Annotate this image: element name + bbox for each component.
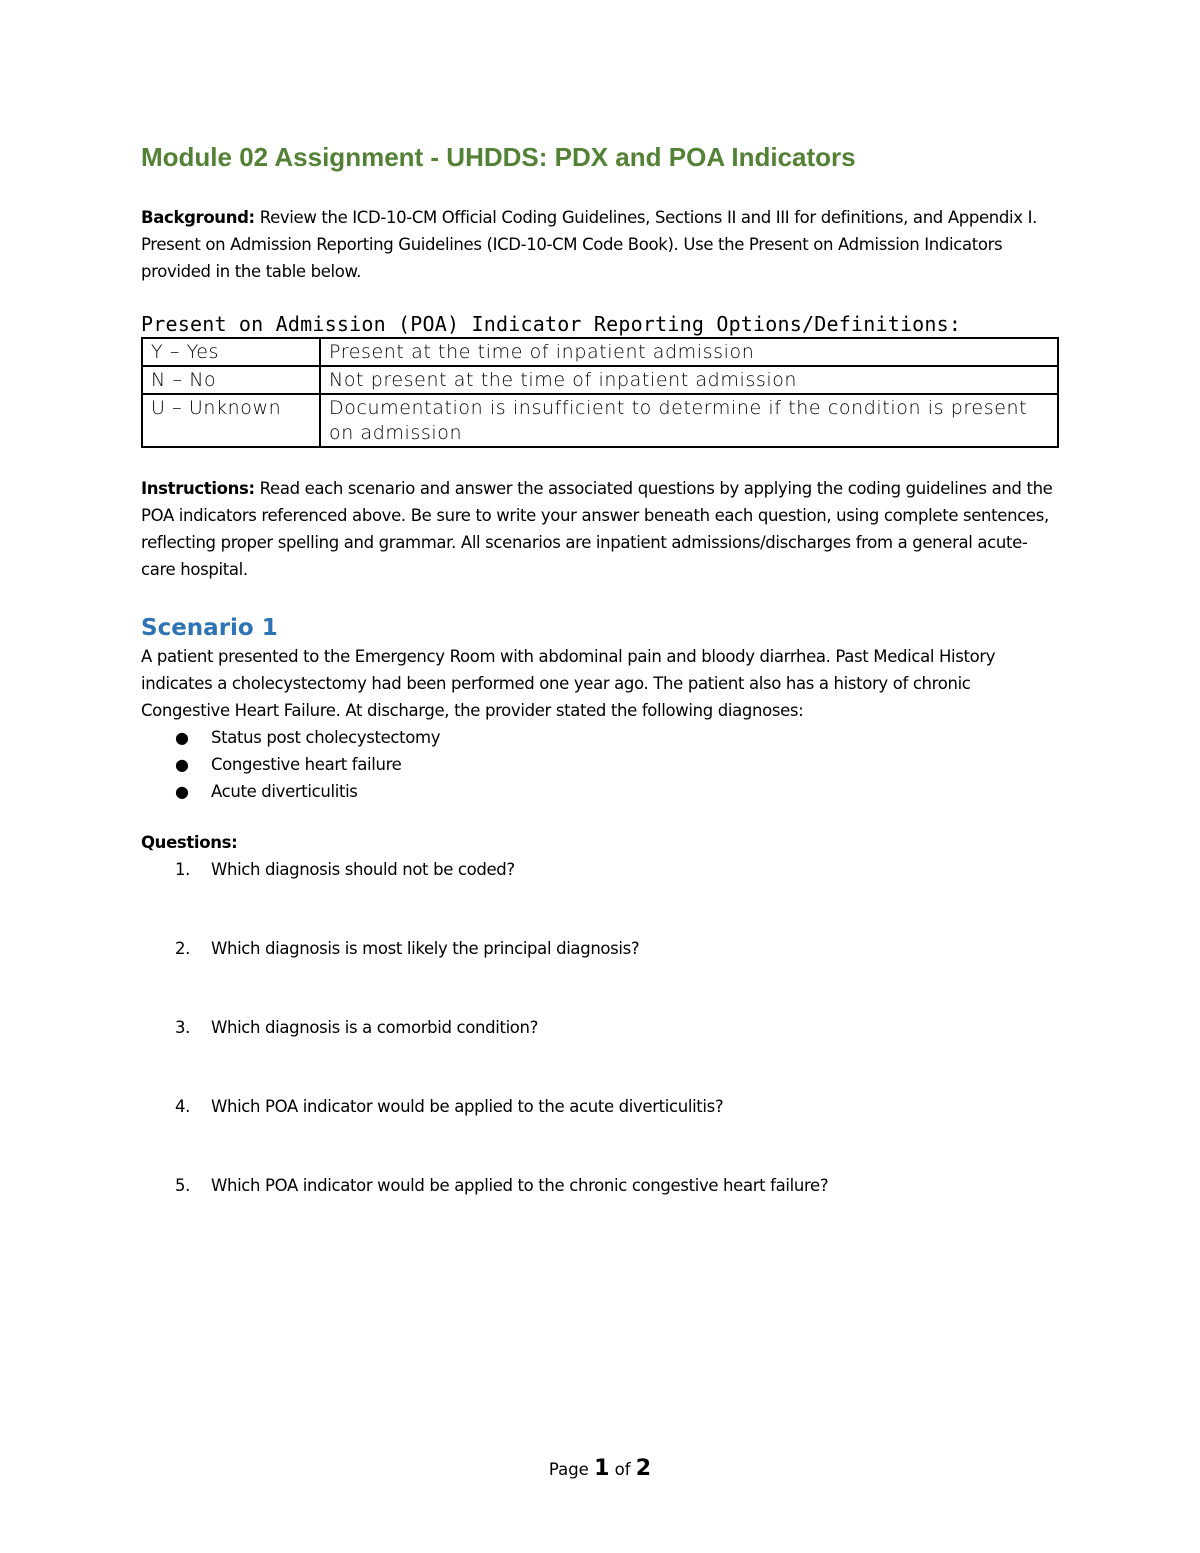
questions-label: Questions: xyxy=(141,833,238,852)
question-number: 1. xyxy=(175,860,191,879)
spacer xyxy=(141,448,1061,475)
diagnosis-text: Acute diverticulitis xyxy=(211,782,358,801)
list-item xyxy=(141,751,1061,778)
poa-code-cell: U – Unknown xyxy=(142,394,320,447)
bullet-icon: ● xyxy=(175,728,189,747)
question-number: 4. xyxy=(175,1097,191,1116)
list-item xyxy=(141,778,1061,805)
question-text: Which POA indicator would be applied to the acute diverticulitis? xyxy=(211,1097,724,1116)
footer-page-word: Page xyxy=(548,1460,595,1479)
list-item xyxy=(141,1172,1061,1251)
question-number: 3. xyxy=(175,1018,191,1037)
poa-definition-cell: Not present at the time of inpatient admission xyxy=(320,366,1058,394)
question-number: 2. xyxy=(175,939,191,958)
instructions-label: Instructions: xyxy=(141,479,255,498)
poa-code-cell: Y – Yes xyxy=(142,338,320,366)
diagnosis-text: Congestive heart failure xyxy=(211,755,402,774)
scenario-text: A patient presented to the Emergency Room with abdominal pain and bloody diarrhea. Past Medical History indicates a cholecystectomy had been performed one year ago. The patient also has a history of chronic Congestive Heart Failure. At discharge, the provider stated the following diagnoses: xyxy=(141,647,996,720)
diagnosis-text: Status post cholecystectomy xyxy=(211,728,441,747)
list-item xyxy=(141,1093,1061,1172)
list-item xyxy=(141,935,1061,1014)
poa-table-heading: Present on Admission (POA) Indicator Reporting Options/Definitions: xyxy=(141,312,962,336)
footer-current-page: 1 xyxy=(594,1456,610,1481)
background-text: Review the ICD-10-CM Official Coding Guidelines, Sections II and III for definitions, and Appendix I. Present on Admission Reporting Guidelines (ICD-10-CM Code Book). Use the Present on Admission Indicators provided in the table below. xyxy=(141,208,1037,281)
scenario-heading: Scenario 1 xyxy=(141,615,278,641)
background-label: Background: xyxy=(141,208,255,227)
page-title: Module 02 Assignment - UHDDS: PDX and POA Indicators xyxy=(141,142,856,172)
questions-list xyxy=(141,856,1061,1251)
question-number: 5. xyxy=(175,1176,191,1195)
poa-definition-cell: Present at the time of inpatient admission xyxy=(320,338,1058,366)
diagnosis-list xyxy=(141,724,1061,805)
list-item xyxy=(141,724,1061,751)
list-item xyxy=(141,856,1061,935)
question-text: Which diagnosis is a comorbid condition? xyxy=(211,1018,539,1037)
bullet-icon: ● xyxy=(175,755,189,774)
table-row xyxy=(142,366,1058,394)
table-row xyxy=(142,338,1058,366)
poa-code-cell: N – No xyxy=(142,366,320,394)
poa-definition-cell: Documentation is insufficient to determine if the condition is present on admission xyxy=(320,394,1058,447)
document-body xyxy=(141,140,1061,1251)
question-text: Which POA indicator would be applied to the chronic congestive heart failure? xyxy=(211,1176,829,1195)
table-row xyxy=(142,394,1058,447)
instructions-paragraph xyxy=(141,475,1061,583)
list-item xyxy=(141,1014,1061,1093)
question-text: Which diagnosis should not be coded? xyxy=(211,860,515,879)
poa-table xyxy=(141,337,1059,448)
instructions-text: Read each scenario and answer the associated questions by applying the coding guidelines and the POA indicators referenced above. Be sure to write your answer beneath each question, using complete sentences, reflecting proper spelling and grammar. All scenarios are inpatient admissions/discharges from a general acute-care hospital. xyxy=(141,479,1053,579)
footer-total-pages: 2 xyxy=(635,1456,652,1481)
background-paragraph xyxy=(141,204,1061,285)
question-text: Which diagnosis is most likely the principal diagnosis? xyxy=(211,939,640,958)
footer-of-word: of xyxy=(609,1460,636,1479)
page-footer xyxy=(0,1454,1200,1485)
bullet-icon: ● xyxy=(175,782,189,801)
